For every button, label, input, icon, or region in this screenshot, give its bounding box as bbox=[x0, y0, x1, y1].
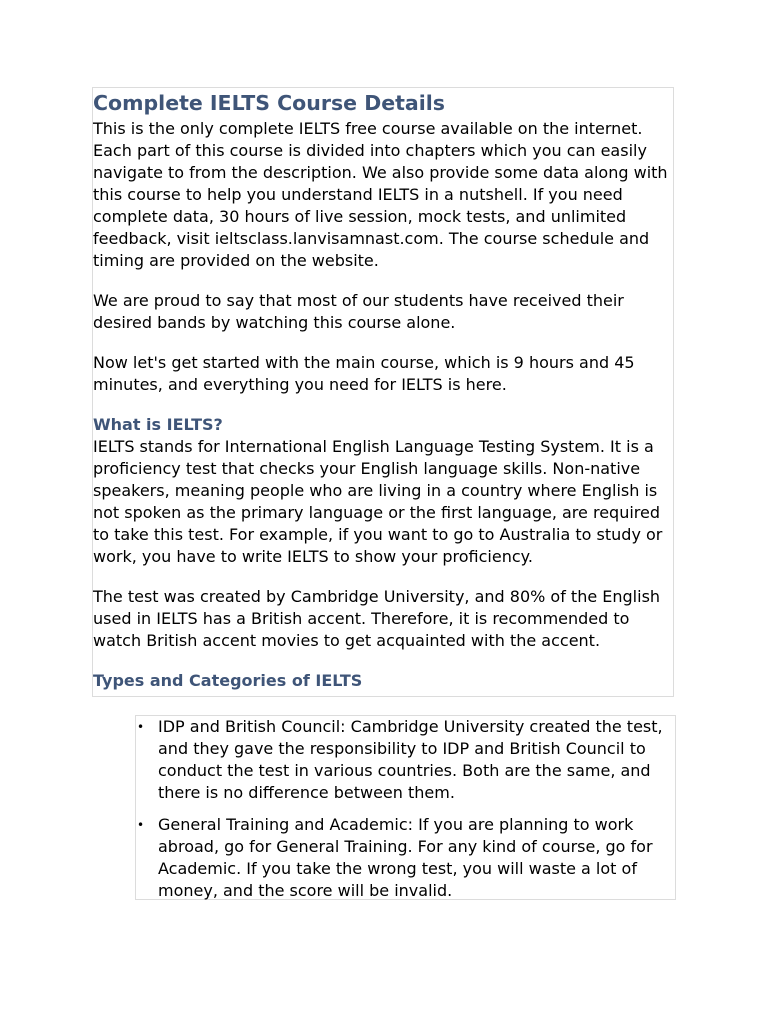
section-heading-types-and-categories: Types and Categories of IELTS bbox=[93, 671, 363, 690]
what-is-ielts-paragraph-2: The test was created by Cambridge University, and 80% of the English used in IELTS has a British accent. Therefore, it is recommended to watch British accent movies to get acquainted with the accent. bbox=[93, 587, 661, 650]
intro-paragraph-2: We are proud to say that most of our students have received their desired bands by watching this course alone. bbox=[93, 291, 624, 332]
list-item bbox=[135, 716, 665, 804]
intro-paragraph-1: This is the only complete IELTS free course available on the internet. Each part of this course is divided into chapters which you can easily navigate to from the description. We also provide some data along with this course to help you understand IELTS in a nutshell. If you need complete data, 30 hours of live session, mock tests, and unlimited feedback, visit ieltsclass.lanvisamnast.com. The course schedule and timing are provided on the website. bbox=[93, 119, 668, 270]
page-title: Complete IELTS Course Details bbox=[93, 91, 446, 115]
types-bullet-list bbox=[135, 716, 665, 912]
bullet-icon: • bbox=[137, 720, 145, 734]
main-content bbox=[93, 89, 673, 692]
what-is-ielts-paragraph-1: IELTS stands for International English Language Testing System. It is a proficiency test that checks your English language skills. Non-native speakers, meaning people who are living in a country where English is not spoken as the primary language or the first language, are required to take this test. For example, if you want to go to Australia to study or work, you have to write IELTS to show your proficiency. bbox=[93, 437, 663, 566]
list-item bbox=[135, 814, 665, 902]
section-heading-what-is-ielts: What is IELTS? bbox=[93, 415, 223, 434]
list-item-text: General Training and Academic: If you are planning to work abroad, go for General Training. For any kind of course, go for Academic. If you take the wrong test, you will waste a lot of money, and the score will be invalid. bbox=[158, 815, 653, 900]
list-item-text: IDP and British Council: Cambridge University created the test, and they gave the responsibility to IDP and British Council to conduct the test in various countries. Both are the same, and there is no difference between them. bbox=[158, 717, 663, 802]
bullet-icon: • bbox=[137, 818, 145, 832]
intro-paragraph-3: Now let's get started with the main course, which is 9 hours and 45 minutes, and everything you need for IELTS is here. bbox=[93, 353, 635, 394]
